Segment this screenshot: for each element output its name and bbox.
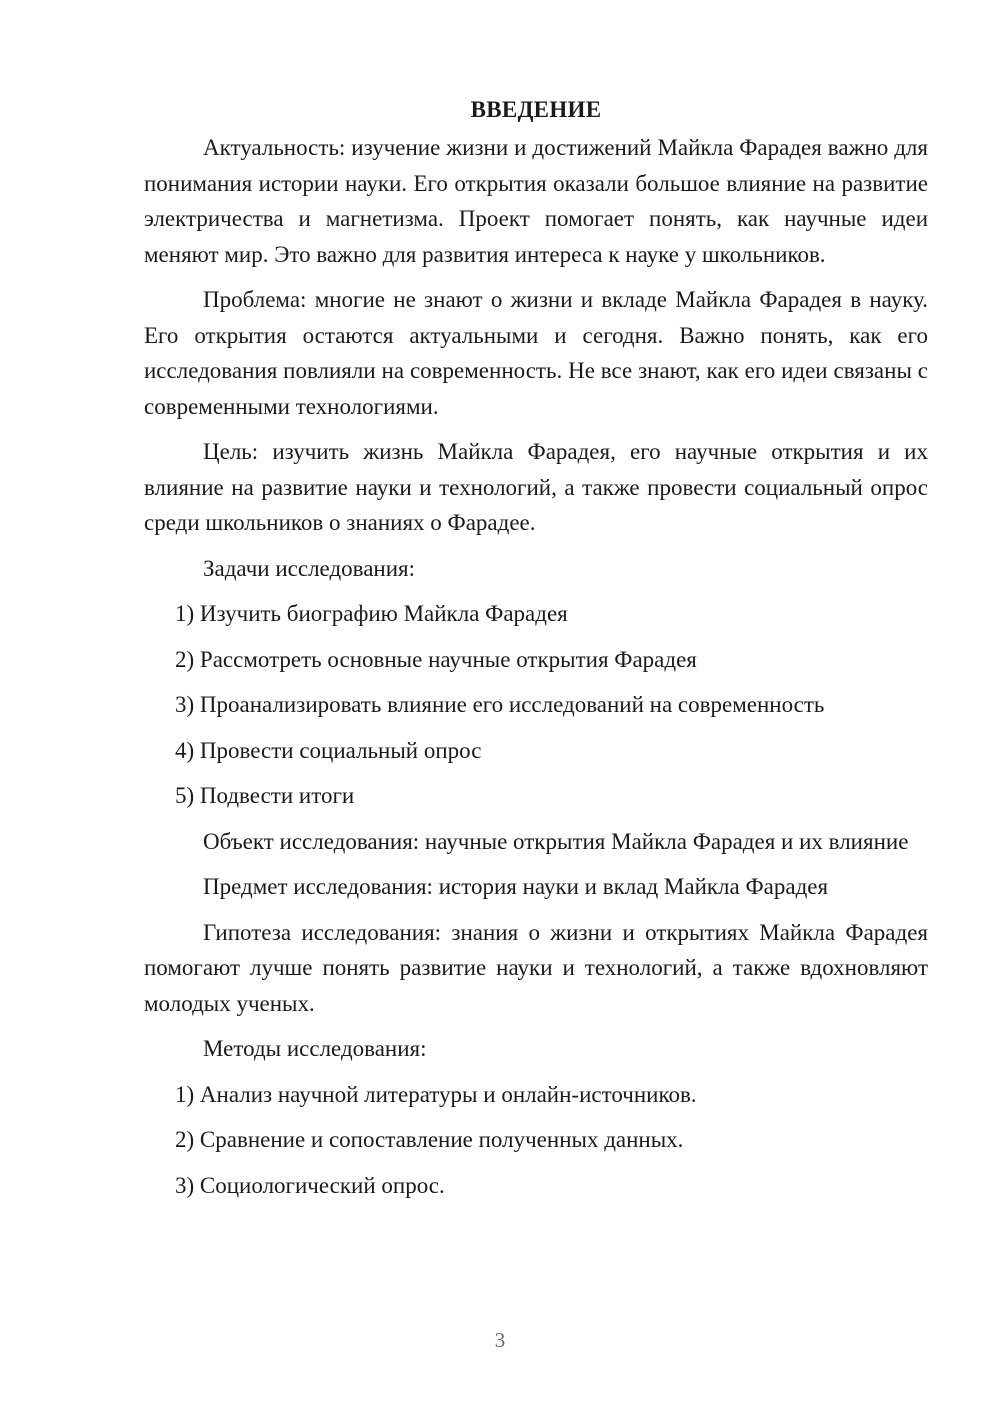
list-item: 2) Сравнение и сопоставление полученных данных. — [175, 1127, 684, 1152]
page-number: 3 — [494, 1328, 506, 1352]
list-item: 1) Анализ научной литературы и онлайн-источников. — [175, 1081, 697, 1107]
hypothesis-paragraph: Гипотеза исследования: знания о жизни и открытиях Майкла Фарадея помогают лучше понять развитие науки и технологий, а также вдохновляют молодых ученых. — [144, 919, 928, 1016]
tasks-heading: Задачи исследования: — [203, 555, 416, 581]
subject-paragraph: Предмет исследования: история науки и вклад Майкла Фарадея — [203, 874, 829, 899]
section-heading: ВВЕДЕНИЕ — [470, 97, 602, 122]
document-page — [144, 92, 928, 1213]
tasks-list — [144, 596, 928, 814]
list-item: 5) Подвести итоги — [175, 783, 355, 808]
object-paragraph: Объект исследования: научные открытия Майкла Фарадея и их влияние — [203, 828, 909, 854]
list-item: 3) Социологический опрос. — [175, 1172, 445, 1198]
goal-paragraph: Цель: изучить жизнь Майкла Фарадея, его научные открытия и их влияние на развитие науки и технологий, а также провести социальный опрос среди школьников о знаниях о Фарадее. — [144, 439, 928, 535]
list-item: 4) Провести социальный опрос — [175, 737, 482, 763]
list-item: 2) Рассмотреть основные научные открытия Фарадея — [175, 646, 697, 672]
methods-list — [144, 1077, 928, 1204]
relevance-paragraph: Актуальность: изучение жизни и достижений Майкла Фарадея важно для понимания истории науки. Его открытия оказали большое влияние на развитие электричества и магнетизма. Проект помогает понять, как научные идеи меняют мир. Это важно для развития интереса к науке у школьников. — [144, 135, 928, 267]
methods-heading: Методы исследования: — [203, 1036, 427, 1061]
list-item: 3) Проанализировать влияние его исследований на современность — [175, 692, 825, 717]
problem-paragraph: Проблема: многие не знают о жизни и вкладе Майкла Фарадея в науку. Его открытия остаются актуальными и сегодня. Важно понять, как его исследования повлияли на современность. Не все знают, как его идеи связаны с современными технологиями. — [144, 287, 928, 419]
list-item: 1) Изучить биографию Майкла Фарадея — [175, 601, 568, 626]
